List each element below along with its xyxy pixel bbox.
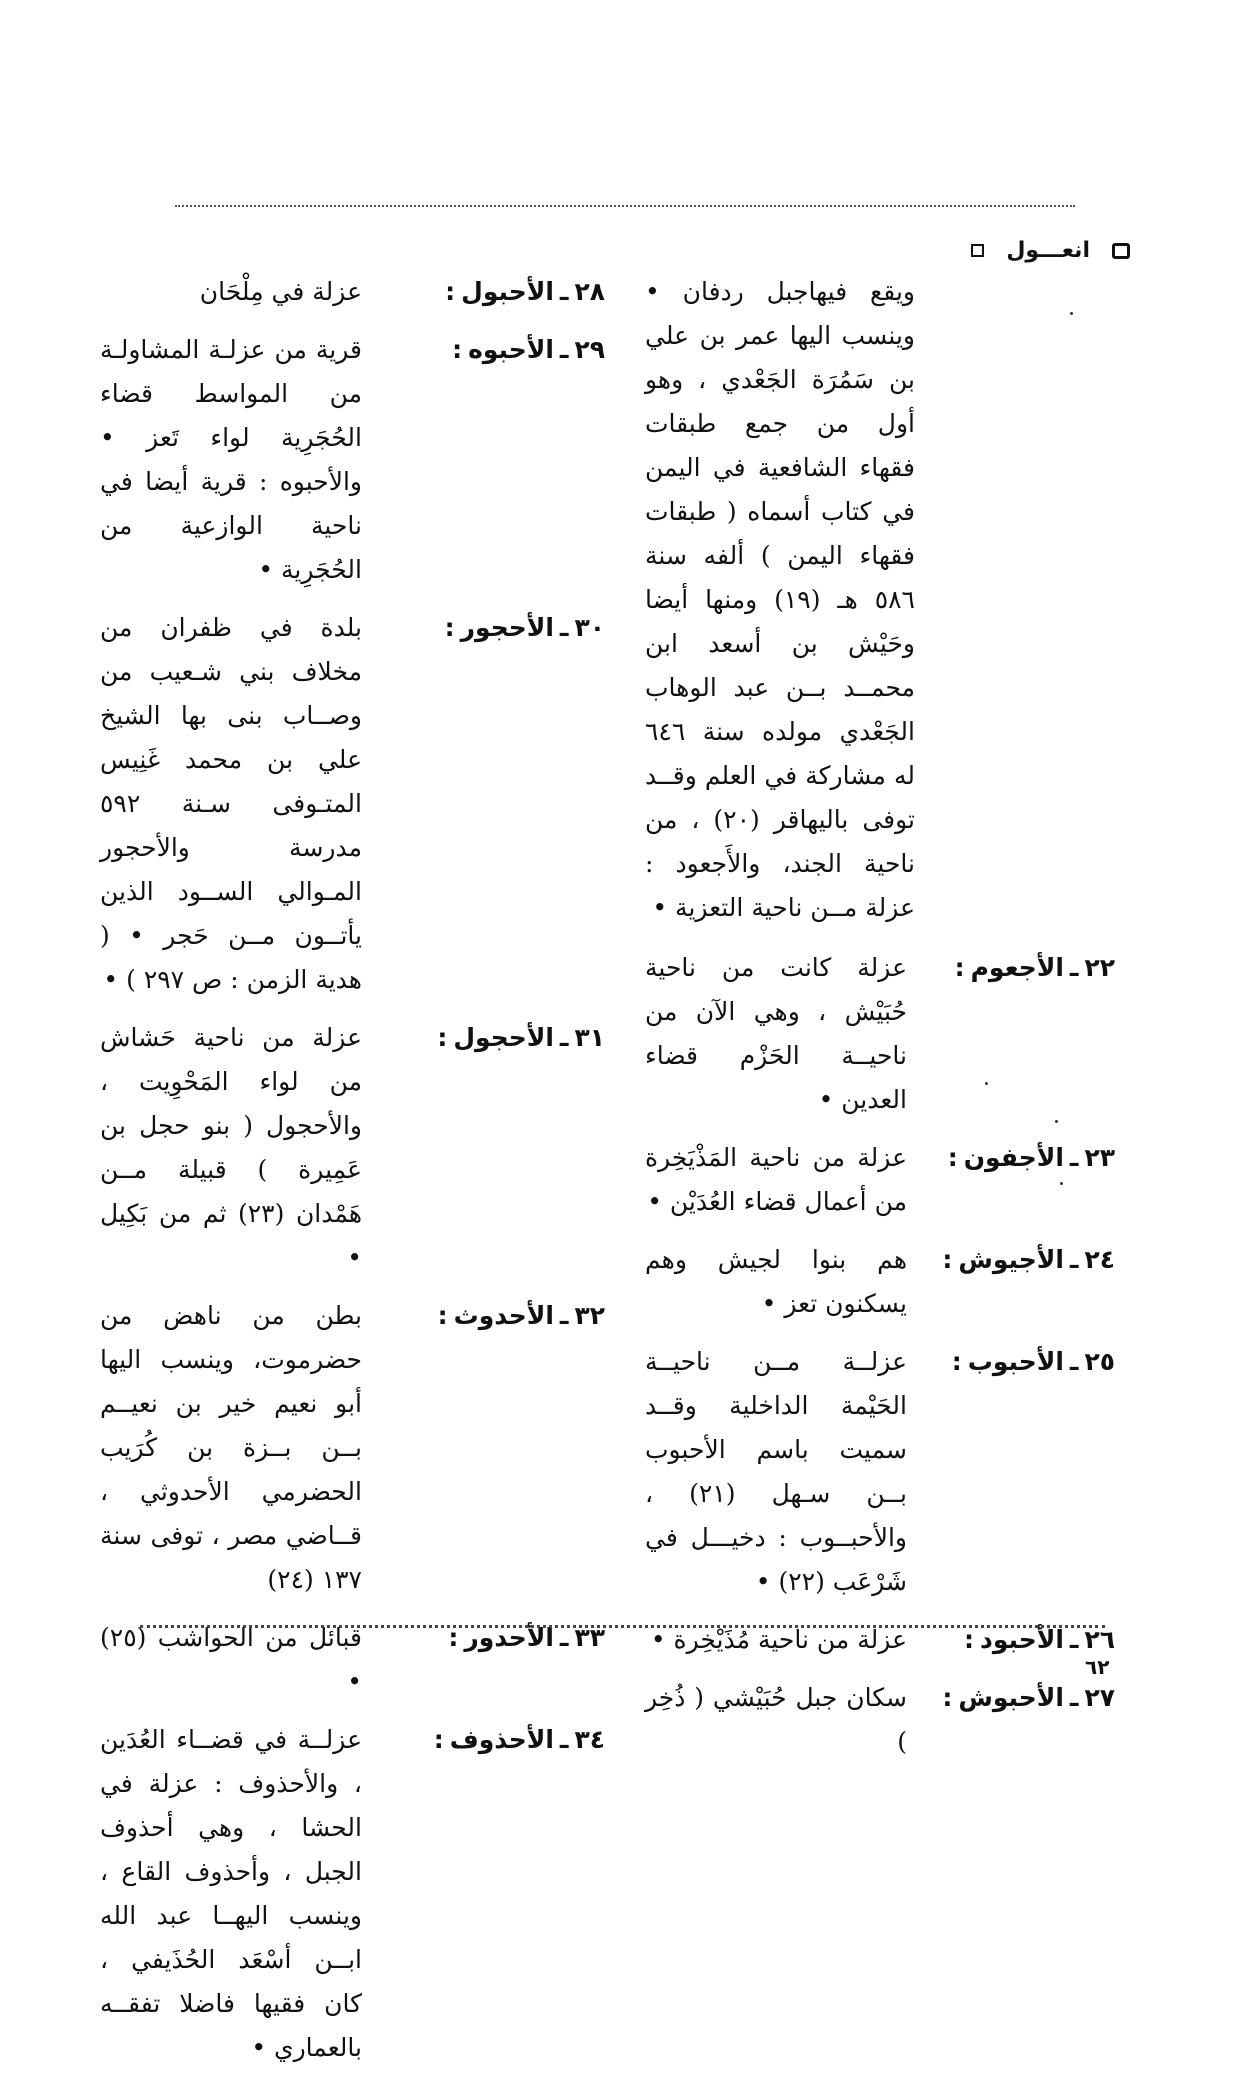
entry-colon: : (942, 1245, 953, 1274)
entry-number: ٣٢ (574, 1301, 605, 1330)
entry-text: عزلة من ناحية المَذْيَخِرة من أعمال قضاء العُدَيْن • (645, 1143, 907, 1216)
entry-text: قرية من عزلـة المشاولـة من المواسط قضاء الحُجَرِية لواء تَعز • والأحبوه : قرية أيضا في ناحية الوازعية من الحُجَرِية • (100, 335, 362, 584)
entry-text: بلدة في ظفران من مخلاف بني شـعيب من وصــاب بنى بها الشيخ علي بن محمد غَنِيس المتـوفى سـنة ٥٩٢ مدرسة والأحجور المـوالي الســود الذين يأتــون مــن حَجر • ( هدية الزمن : ص ٢٩٧ ) • (100, 613, 362, 994)
top-dotted-rule (175, 205, 1075, 207)
entry-colon: : (452, 335, 463, 364)
entry-dash: ـ (1069, 953, 1079, 982)
entry-colon: : (448, 1623, 459, 1652)
entry-23 (645, 1136, 1115, 1224)
speck (985, 1082, 988, 1085)
entry-term: الأحبوه (468, 335, 554, 364)
page-number: ٦٢ (1085, 1655, 1110, 1679)
entry-head (370, 606, 605, 650)
entry-dash: ـ (1069, 1245, 1079, 1274)
entry-text: عزلــة مــن ناحيــة الحَيْمة الداخلية وقــد سميت باسم الأحبوب بــن سـهل (٢١) ، والأحبــوب : دخيـــل في شَرْعَب (٢٢) • (645, 1347, 907, 1596)
entry-34 (100, 1718, 605, 2070)
entry-text: بطن من ناهض من حضرموت، وينسب اليها أبو نعيم خير بن نعيــم بــن بــزة بن كُرَيب الحضرمي الأحدوثي ، قــاضي مصر ، توفى سنة ١٣٧ (٢٤) (100, 1301, 362, 1594)
entry-dash: ـ (1069, 1683, 1079, 1712)
speck (1055, 1120, 1058, 1123)
entry-number: ٣١ (574, 1023, 605, 1052)
entry-colon: : (444, 613, 455, 642)
entry-22 (645, 946, 1115, 1122)
bottom-dotted-rule (140, 1625, 1105, 1628)
entry-head (915, 1238, 1115, 1282)
continuation-entry (645, 270, 1115, 930)
entry-head (370, 270, 605, 314)
entry-text: قبائل من الحواشب (٢٥) • (100, 1623, 362, 1696)
entry-head (915, 1340, 1115, 1384)
entry-text: عزلة من ناحية مُذَيْخِرة • (650, 1625, 907, 1654)
entry-term: الأحذوف (449, 1725, 554, 1754)
entry-dash: ـ (559, 613, 569, 642)
entry-33 (100, 1616, 605, 1704)
entry-dash: ـ (559, 277, 569, 306)
entry-dash: ـ (1069, 1625, 1079, 1654)
entry-colon: : (954, 953, 965, 982)
running-header (971, 238, 1130, 263)
entry-head (370, 1616, 605, 1660)
entry-colon: : (947, 1143, 958, 1172)
entry-number: ٢٩ (574, 335, 605, 364)
entry-term: الأحجور (460, 613, 554, 642)
entry-colon: : (445, 277, 456, 306)
entry-24 (645, 1238, 1115, 1326)
entry-number: ٢٦ (1084, 1625, 1115, 1654)
entry-text: عزلــة في قضــاء العُدَين ، والأحذوف : عزلة في الحشا ، وهي أحذوف الجبل ، وأحذوف القاع ، وينسب اليهــا عبد الله ابــن أسْعَد الحُذَيفي ، كان فقيها فاضلا تفقــه بالعماري • (100, 1725, 362, 2062)
entry-colon: : (951, 1347, 962, 1376)
entry-number: ٢٥ (1084, 1347, 1115, 1376)
entry-head (915, 1676, 1115, 1720)
entry-27 (645, 1676, 1115, 1764)
entry-term: الأحدور (464, 1623, 554, 1652)
entry-head (370, 328, 605, 372)
entry-term: الأجعوم (970, 953, 1064, 982)
entry-text: عزلة من ناحية حَشاش من لواء المَحْوِيت ، والأحجول ( بنو حجل بن عَمِيرة ) قبيلة مــن هَمْدان (٢٣) ثم من بَكِيل • (100, 1023, 363, 1272)
entry-28 (100, 270, 605, 314)
entry-32 (100, 1294, 605, 1602)
entry-term: الأحبود (980, 1625, 1064, 1654)
entry-head (370, 1718, 605, 1762)
entry-number: ٣٣ (574, 1623, 605, 1652)
speck (1060, 1182, 1063, 1185)
continuation-text: ويقع فيهاجبل ردفان • وينسب اليها عمر بن علي بن سَمُرَة الجَعْدي ، وهو أول من جمع طبقات فقهاء الشافعية في اليمن في كتاب أسماه ( طبقات فقهاء اليمن ) ألفه سنة ٥٨٦ هـ (١٩) ومنها أيضا وحَيْش بن أسعد ابن محمــد بــن عبد الوهاب الجَعْدي مولده سنة ٦٤٦ له مشاركة في العلم وقــد توفى باليهاقر (٢٠) ، من ناحية الجند، والأَجعود : عزلة مــن ناحية التعزية • (645, 277, 915, 922)
entry-dash: ـ (559, 335, 569, 364)
square-ornament-icon (971, 244, 984, 257)
entry-head (370, 1294, 605, 1338)
entry-29 (100, 328, 605, 592)
entry-dash: ـ (559, 1301, 569, 1330)
entry-dash: ـ (559, 1725, 569, 1754)
entry-term: الأحبول (461, 277, 554, 306)
right-column (645, 270, 1115, 1778)
entry-number: ٢٤ (1084, 1245, 1115, 1274)
entry-number: ٣٤ (574, 1725, 605, 1754)
entry-31 (100, 1016, 605, 1280)
entry-number: ٣٠ (574, 613, 605, 642)
entry-number: ٢٧ (1084, 1683, 1115, 1712)
entry-text: عزلة كانت من ناحية حُبَيْش ، وهي الآن من ناحيــة الحَزْم قضاء العدين • (645, 953, 907, 1114)
entry-term: الأجفون (963, 1143, 1064, 1172)
entry-text: عزلة في مِلْحَان (199, 277, 362, 306)
speck (1070, 312, 1073, 315)
entry-head (915, 1136, 1115, 1180)
corner-box-icon (1112, 243, 1130, 259)
entry-dash: ـ (559, 1623, 569, 1652)
entry-colon: : (942, 1683, 953, 1712)
entry-number: ٢٨ (574, 277, 605, 306)
entry-term: الأحدوث (453, 1301, 554, 1330)
entry-number: ٢٢ (1084, 953, 1115, 982)
left-column (100, 270, 605, 2084)
entry-dash: ـ (1069, 1143, 1079, 1172)
entry-30 (100, 606, 605, 1002)
entry-term: الأجيوش (958, 1245, 1064, 1274)
running-title: انعـــول (1006, 238, 1090, 263)
entry-colon: : (433, 1725, 444, 1754)
entry-head (915, 946, 1115, 990)
entry-colon: : (437, 1023, 448, 1052)
entry-number: ٢٣ (1084, 1143, 1115, 1172)
entry-head (370, 1016, 605, 1060)
entry-text: هم بنوا لجيش وهم يسكنون تعز • (645, 1245, 907, 1318)
entry-25 (645, 1340, 1115, 1604)
entry-term: الأحبوب (967, 1347, 1064, 1376)
entry-colon: : (964, 1625, 974, 1654)
entry-colon: : (437, 1301, 448, 1330)
entry-text: سكان جبل حُبَيْشي ( ذُخِر ) (645, 1683, 907, 1756)
entry-dash: ـ (1069, 1347, 1079, 1376)
entry-term: الأحجول (453, 1023, 554, 1052)
entry-dash: ـ (559, 1023, 569, 1052)
entry-term: الأحبوش (958, 1683, 1064, 1712)
